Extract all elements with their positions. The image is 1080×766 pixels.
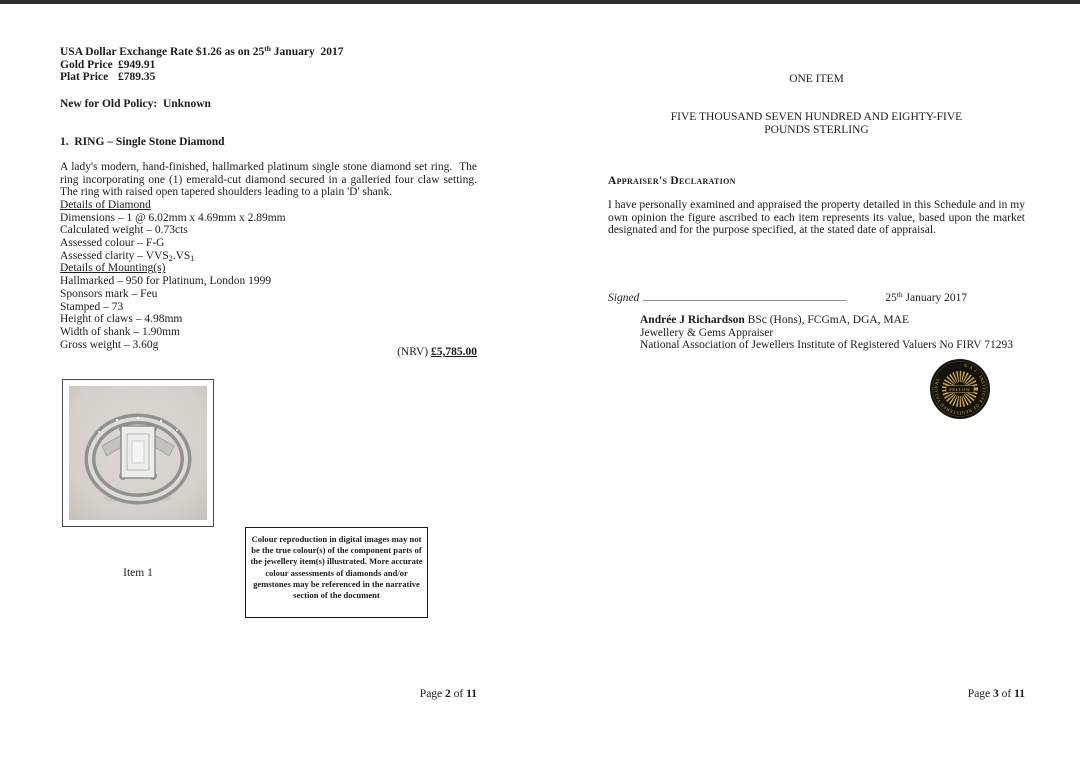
nrv-value: £5,785.00 bbox=[431, 346, 477, 358]
exchange-rates-block bbox=[60, 46, 477, 84]
appraisal-date: 25th January 2017 bbox=[885, 290, 968, 304]
seal-center-label: FELLOW bbox=[949, 386, 971, 392]
page-number-left: Page 2 of 11 bbox=[419, 688, 477, 700]
signature-line bbox=[643, 288, 847, 301]
signed-label: Signed bbox=[608, 292, 640, 304]
item-caption: Item 1 bbox=[123, 567, 153, 579]
item-description: A lady's modern, hand-finished, hallmarked platinum single stone diamond set ring. The ring incorporating one (1) emerald-cut diamond secured in a galleried four claw setting. The ring with raised open tapered shoulders leading to a plain 'D' shank. bbox=[60, 161, 483, 199]
appraiser-identity-block bbox=[640, 314, 1040, 352]
plat-price-label: Plat Price bbox=[60, 71, 109, 84]
item-details-list bbox=[60, 199, 477, 351]
mounting-details-heading: Details of Mounting(s) bbox=[60, 262, 166, 275]
new-for-old-policy-line: New for Old Policy: Unknown bbox=[60, 98, 211, 110]
appraiser-name-line bbox=[640, 314, 1040, 327]
detail-line: Dimensions – 1 @ 6.02mm x 4.69mm x 2.89mm bbox=[60, 211, 286, 224]
clarity-subscript: 1 bbox=[190, 253, 195, 263]
clarity-subscript: 2 bbox=[168, 253, 173, 263]
detail-line: Stamped – 73 bbox=[60, 300, 124, 313]
nrv-valuation-line bbox=[60, 346, 477, 359]
detail-line: Height of claws – 4.98mm bbox=[60, 313, 183, 326]
signature-row bbox=[608, 288, 1025, 305]
appraiser-credentials: BSc (Hons), FCGmA, DGA, MAE bbox=[744, 314, 909, 326]
ordinal-superscript: th bbox=[264, 44, 271, 53]
plat-price-line bbox=[60, 71, 477, 84]
item-heading: 1. RING – Single Stone Diamond bbox=[60, 136, 225, 148]
detail-line: Assessed colour – F-G bbox=[60, 237, 165, 250]
diamond-details-heading: Details of Diamond bbox=[60, 199, 151, 211]
detail-line: Hallmarked – 950 for Platinum, London 1999 bbox=[60, 275, 272, 288]
ordinal-superscript: th bbox=[896, 290, 903, 299]
appraiser-declaration-heading: Appraiser's Declaration bbox=[608, 175, 736, 187]
amount-line-2: POUNDS STERLING bbox=[764, 123, 869, 136]
seal-rim-text: · N·A·J · INSTITUTE OF REGISTERED VALUERS bbox=[933, 362, 987, 416]
gold-price-label: Gold Price bbox=[60, 58, 113, 71]
detail-line: Width of shank – 1.90mm bbox=[60, 325, 180, 338]
appraiser-name: Andrée J Richardson bbox=[640, 314, 745, 326]
ring-photo bbox=[62, 379, 214, 527]
colour-reproduction-note: Colour reproduction in digital images may not be the true colour(s) of the component parts of the jewellery item(s) illustrated. More accurate colour assessments of diamonds and/or gemstones may be referenced in the narrative section of the document bbox=[245, 527, 428, 618]
seal-icon bbox=[929, 358, 991, 420]
detail-line: Sponsors mark – Feu bbox=[60, 287, 158, 300]
exchange-rate-line: USA Dollar Exchange Rate $1.26 as on 25th January 2017 bbox=[60, 44, 344, 58]
appraiser-title: Jewellery & Gems Appraiser bbox=[640, 326, 774, 339]
detail-line: Gross weight – 3.60g bbox=[60, 338, 159, 351]
gold-price-value: £949.91 bbox=[118, 58, 156, 71]
amount-line-1: FIVE THOUSAND SEVEN HUNDRED AND EIGHTY-FIVE bbox=[670, 111, 963, 123]
clarity-line: Assessed clarity – $VVS_2.VS_1$ bbox=[60, 249, 195, 263]
detail-line: Calculated weight – 0.73cts bbox=[60, 224, 188, 237]
appraiser-declaration-text: I have personally examined and appraised the property detailed in this Schedule and in my own opinion the figure ascribed to each item represents its value, based upon the market designated and for the purpose specified, at the stated date of appraisal. bbox=[608, 199, 1028, 237]
top-border-bar bbox=[0, 0, 1080, 4]
appraiser-registration: National Association of Jewellers Institute of Registered Valuers No FIRV 71293 bbox=[640, 339, 1013, 352]
item-count-heading: ONE ITEM bbox=[789, 73, 844, 85]
nrv-label: (NRV) bbox=[397, 346, 431, 358]
plat-price-value: £789.35 bbox=[118, 71, 156, 84]
valuation-amount-words bbox=[608, 111, 1025, 137]
ring-photo-illustration bbox=[69, 386, 207, 520]
valuer-fellowship-seal bbox=[929, 358, 991, 420]
gold-price-line bbox=[60, 59, 477, 72]
page-number-right: Page 3 of 11 bbox=[967, 688, 1025, 700]
